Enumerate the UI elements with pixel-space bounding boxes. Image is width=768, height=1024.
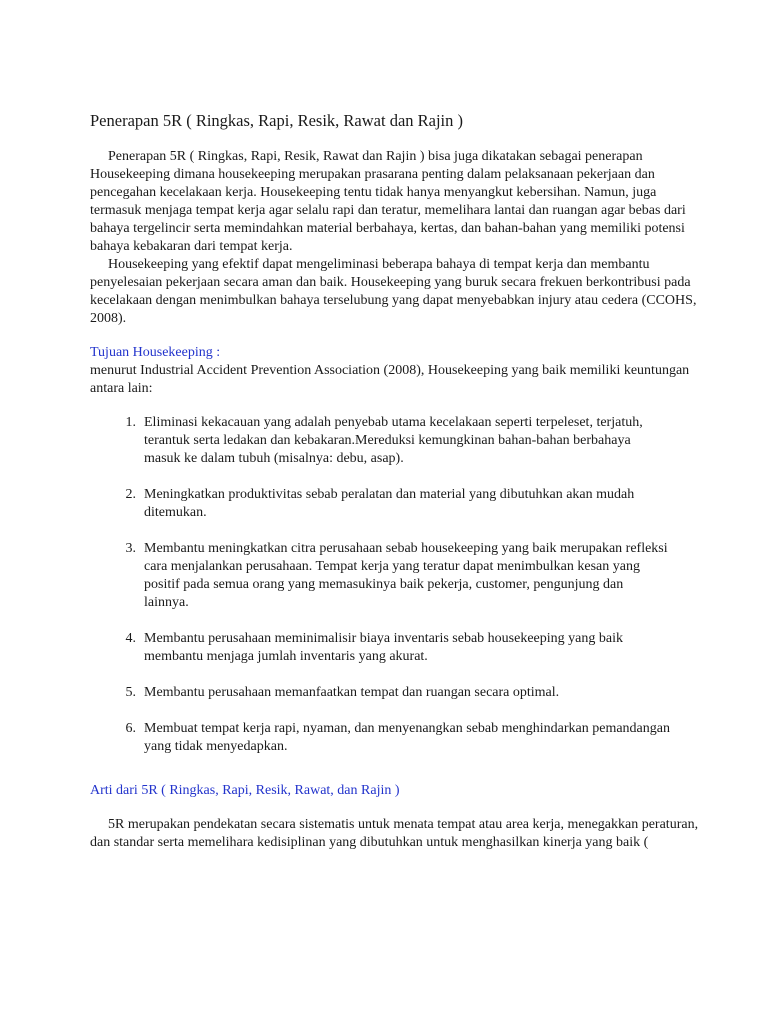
list-text: Membantu perusahaan memanfaatkan tempat dan ruangan secara optimal.: [144, 685, 560, 700]
arti-paragraph: 5R merupakan pendekatan secara sistematis untuk menata tempat atau area kerja, menegakkan peraturan, dan standar serta memelihara kedisiplinan yang dibutuhkan untuk menghasilkan kinerja yang baik (: [90, 817, 699, 850]
list-item: [90, 486, 710, 522]
arti-heading: Arti dari 5R ( Ringkas, Rapi, Resik, Rawat, dan Rajin ): [90, 783, 400, 798]
list-text: Eliminasi kekacauan yang adalah penyebab utama kecelakaan seperti terpeleset, terjatuh, terantuk serta ledakan dan kebakaran.Mereduksi kemungkinan bahan-bahan berbahaya masuk ke dalam tubuh (misalnya: debu, asap).: [144, 415, 643, 466]
list-number: 6.: [125, 721, 136, 736]
list-item: [90, 540, 710, 612]
list-number: 3.: [125, 541, 136, 556]
list-item: [90, 414, 710, 468]
intro-paragraph-1: Penerapan 5R ( Ringkas, Rapi, Resik, Rawat dan Rajin ) bisa juga dikatakan sebagai penerapan Housekeeping dimana housekeeping merupakan prasarana penting dalam pelaksanaan pekerjaan dan pencegahan kecelakaan kerja. Housekeeping tentu tidak hanya menyangkut kebersihan. Namun, juga termasuk menjaga tempat kerja agar selalu rapi dan teratur, memelihara lantai dan ruangan agar bebas dari bahaya tergelincir serta memindahkan material berbahaya, kertas, dan bahan-bahan yang memiliki potensi bahaya kebakaran dari tempat kerja.: [90, 149, 686, 254]
intro-paragraph-2: Housekeeping yang efektif dapat mengeliminasi beberapa bahaya di tempat kerja dan membantu penyelesaian pekerjaan secara aman dan baik. Housekeeping yang buruk secara frekuen berkontribusi pada kecelakaan dengan menimbulkan bahaya terselubung yang dapat menyebabkan injury atau cedera (CCOHS, 2008).: [90, 257, 697, 326]
list-item: [90, 684, 710, 702]
list-text: Membuat tempat kerja rapi, nyaman, dan menyenangkan sebab menghindarkan pemandangan yang tidak menyedapkan.: [144, 721, 670, 754]
list-number: 5.: [125, 685, 136, 700]
benefits-list: [90, 414, 710, 756]
list-number: 1.: [125, 415, 136, 430]
document-page: [90, 110, 710, 852]
list-text: Membantu perusahaan meminimalisir biaya inventaris sebab housekeeping yang baik membantu menjaga jumlah inventaris yang akurat.: [144, 631, 623, 664]
list-text: Membantu meningkatkan citra perusahaan sebab housekeeping yang baik merupakan refleksi cara menjalankan perusahaan. Tempat kerja yang teratur dapat menimbulkan kesan yang positif pada semua orang yang memasukinya baik pekerja, customer, pengunjung dan lainnya.: [144, 541, 668, 610]
document-title: Penerapan 5R ( Ringkas, Rapi, Resik, Rawat dan Rajin ): [90, 111, 464, 130]
tujuan-heading: Tujuan Housekeeping :: [90, 345, 221, 360]
list-number: 4.: [125, 631, 136, 646]
list-item: [90, 720, 710, 756]
list-number: 2.: [125, 487, 136, 502]
list-text: Meningkatkan produktivitas sebab peralatan dan material yang dibutuhkan akan mudah ditemukan.: [144, 487, 635, 520]
tujuan-intro: menurut Industrial Accident Prevention Association (2008), Housekeeping yang baik memiliki keuntungan antara lain:: [90, 363, 690, 396]
list-item: [90, 630, 710, 666]
